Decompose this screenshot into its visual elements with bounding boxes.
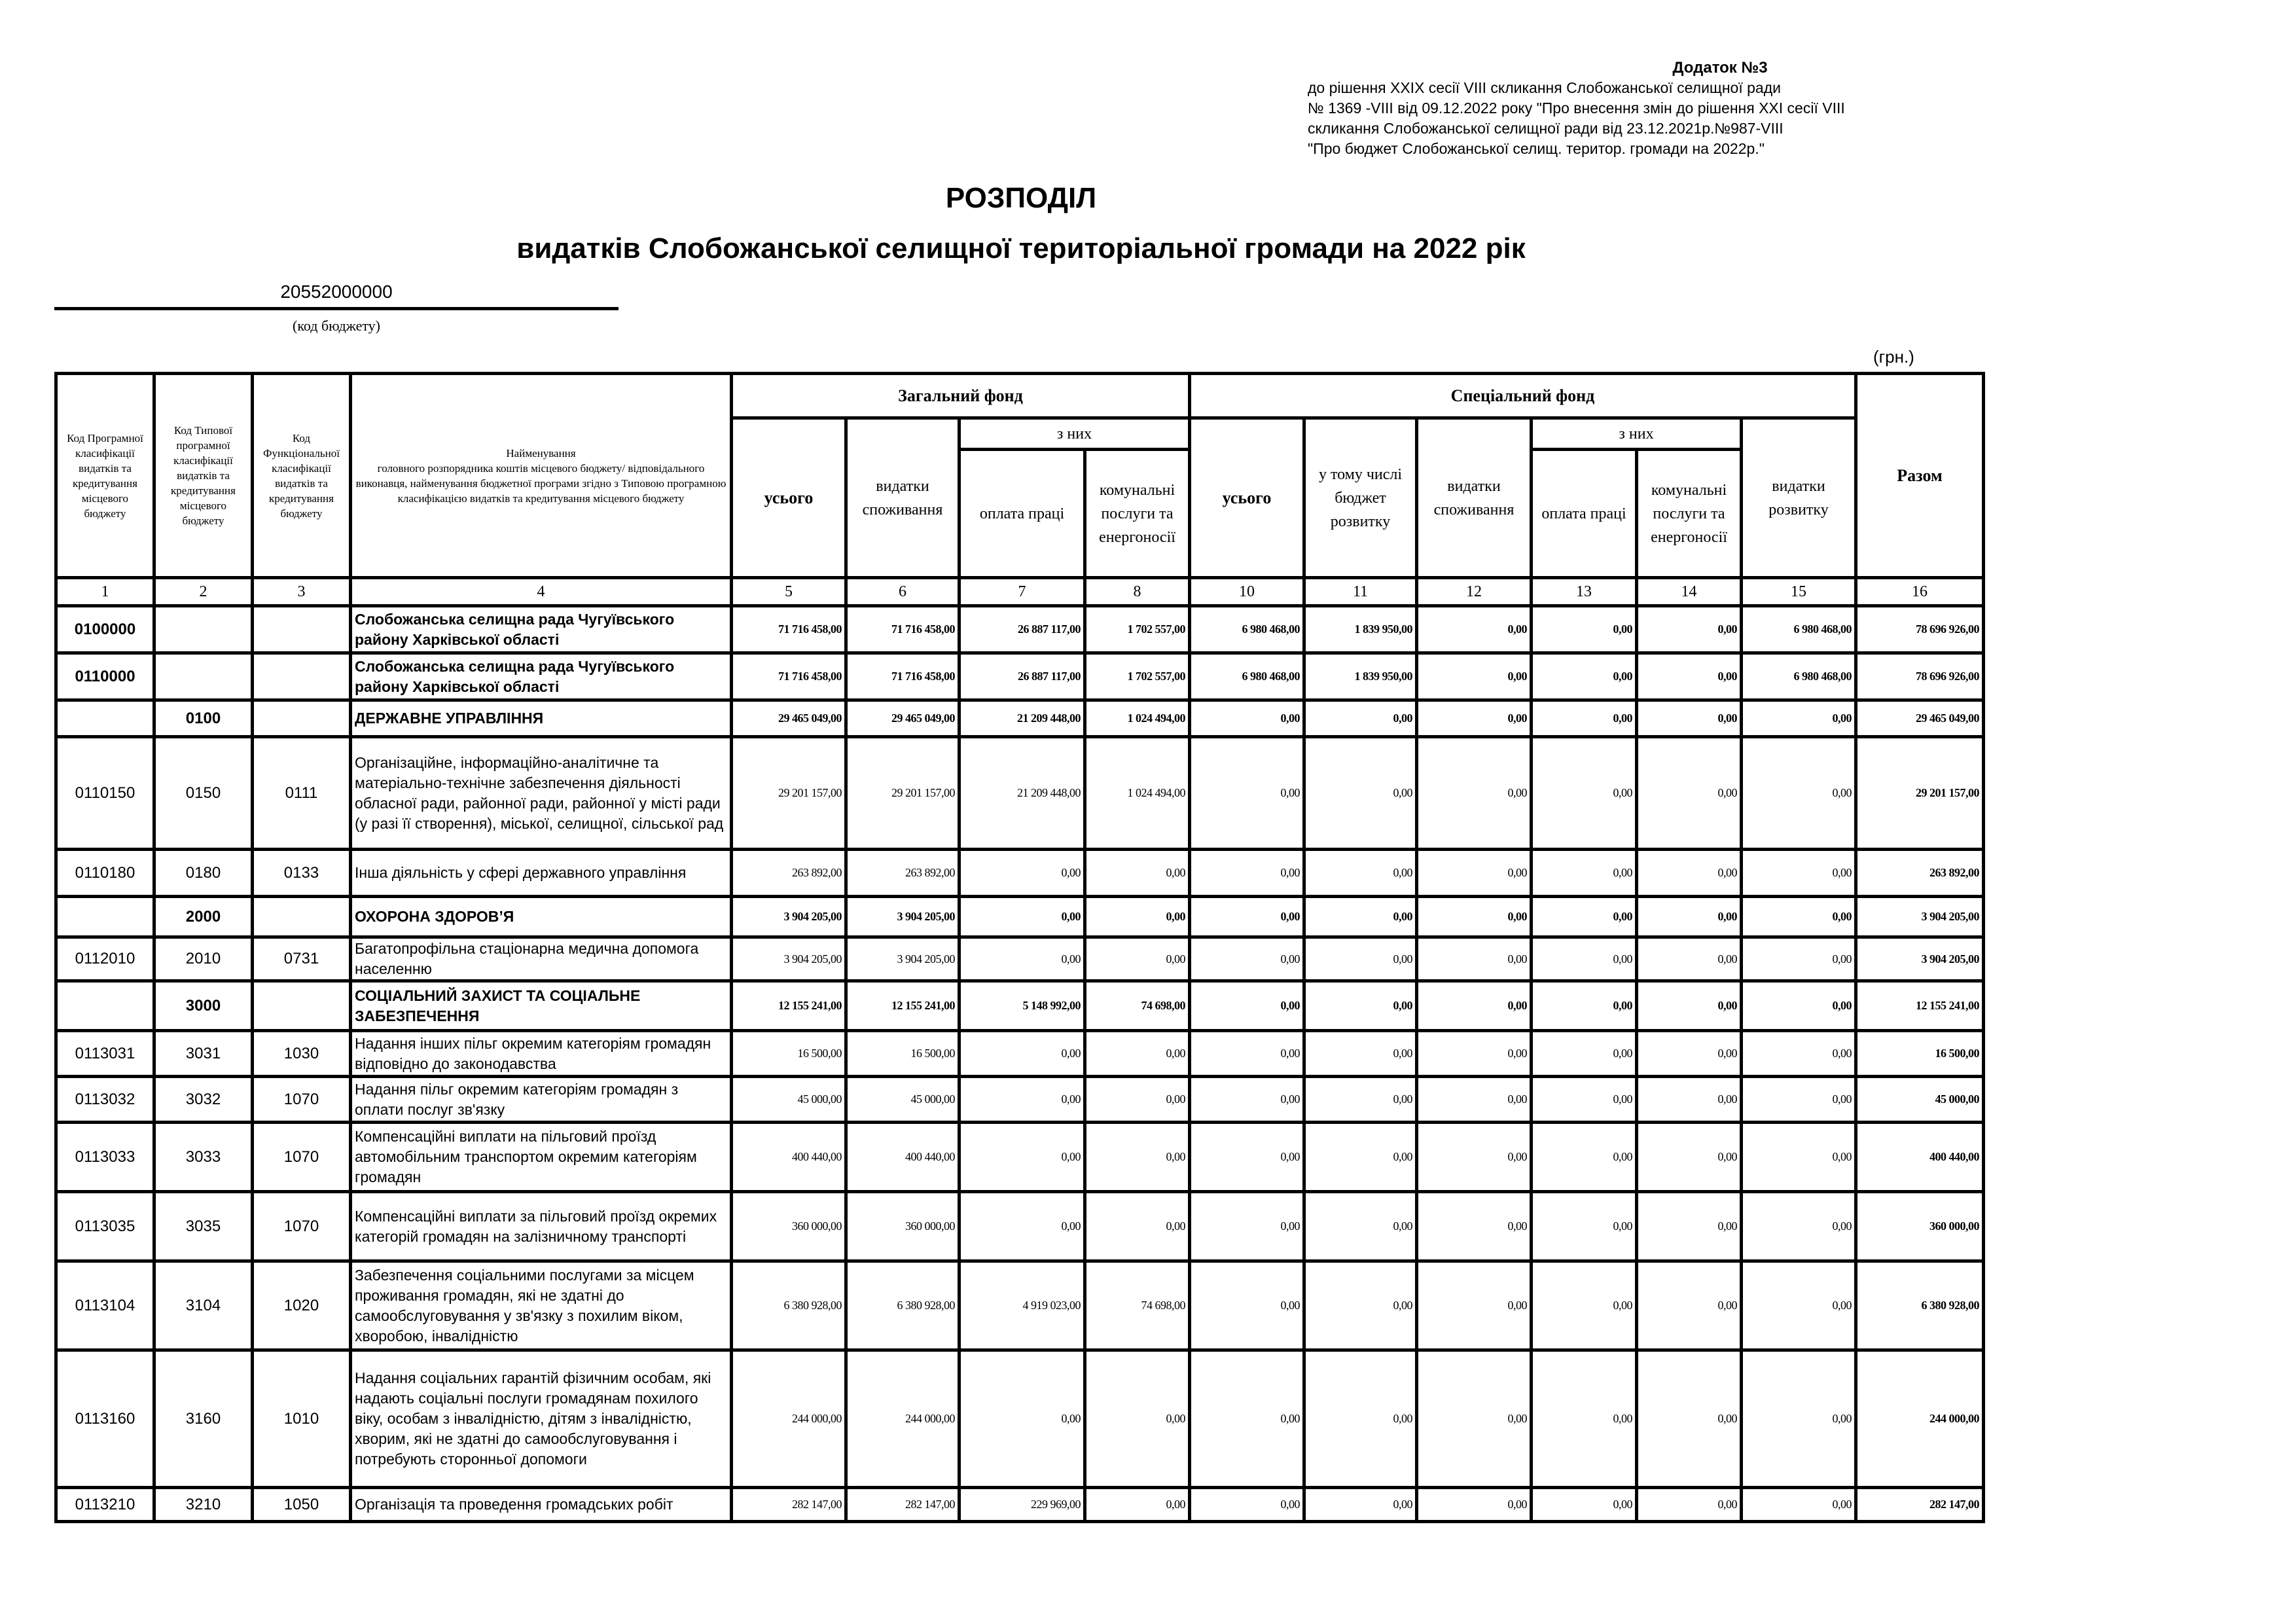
sf-development-cell: 6 980 468,00 [1742, 606, 1856, 653]
gf-salary-cell: 0,00 [960, 897, 1085, 937]
gf-total-cell: 71 716 458,00 [732, 606, 846, 653]
sf-utilities-cell: 0,00 [1637, 737, 1742, 850]
sf-utilities-cell: 0,00 [1637, 1350, 1742, 1488]
typical-program-code-cell: 0150 [154, 737, 253, 850]
typical-program-code-cell: 3210 [154, 1488, 253, 1522]
program-name-cell: Надання соціальних гарантій фізичним особам, які надають соціальні послуги громадянам похилого віку, особам з інвалідністю, дітям з інвалідністю, хворим, які не здатні до самообслуговування і потребують сторонньої допомоги [351, 1350, 732, 1488]
sf-salary-cell: 0,00 [1532, 1031, 1637, 1077]
typical-program-code-cell: 2010 [154, 937, 253, 981]
table-row [56, 1350, 1984, 1488]
budget-code-value: 20552000000 [280, 281, 393, 302]
sf-salary-cell: 0,00 [1532, 1350, 1637, 1488]
sf-salary-cell: 0,00 [1532, 606, 1637, 653]
gf-consumption-cell: 3 904 205,00 [846, 937, 960, 981]
sf-total-cell: 0,00 [1190, 700, 1304, 737]
sf-utilities-cell: 0,00 [1637, 653, 1742, 700]
table-row [56, 1261, 1984, 1350]
sf-consumption-cell: 0,00 [1417, 1350, 1532, 1488]
typical-program-code-cell: 3035 [154, 1192, 253, 1261]
program-code-cell: 0110150 [56, 737, 154, 850]
table-row [56, 981, 1984, 1031]
sf-total-cell: 0,00 [1190, 1350, 1304, 1488]
grand-total-cell: 29 201 157,00 [1856, 737, 1984, 850]
grand-total-cell: 400 440,00 [1856, 1123, 1984, 1192]
sf-consumption-cell: 0,00 [1417, 700, 1532, 737]
gf-utilities-cell: 1 702 557,00 [1085, 606, 1190, 653]
header-name-title: Найменування [506, 446, 576, 460]
typical-program-code-cell: 2000 [154, 897, 253, 937]
column-number: 3 [253, 578, 351, 606]
column-number: 1 [56, 578, 154, 606]
gf-utilities-cell: 0,00 [1085, 1123, 1190, 1192]
sf-salary-cell: 0,00 [1532, 1077, 1637, 1123]
sf-development-cell: 0,00 [1742, 1192, 1856, 1261]
gf-total-cell: 282 147,00 [732, 1488, 846, 1522]
sf-utilities-cell: 0,00 [1637, 937, 1742, 981]
column-numbers-row [56, 578, 1984, 606]
program-code-cell: 0112010 [56, 937, 154, 981]
program-code-cell: 0113210 [56, 1488, 154, 1522]
header-general-fund: Загальний фонд [732, 374, 1190, 418]
sf-utilities-cell: 0,00 [1637, 981, 1742, 1031]
gf-utilities-cell: 74 698,00 [1085, 1261, 1190, 1350]
sf-total-cell: 0,00 [1190, 1488, 1304, 1522]
gf-total-cell: 3 904 205,00 [732, 897, 846, 937]
sf-salary-cell: 0,00 [1532, 1123, 1637, 1192]
gf-consumption-cell: 3 904 205,00 [846, 897, 960, 937]
column-number: 5 [732, 578, 846, 606]
grand-total-cell: 16 500,00 [1856, 1031, 1984, 1077]
gf-consumption-cell: 360 000,00 [846, 1192, 960, 1261]
gf-total-cell: 400 440,00 [732, 1123, 846, 1192]
column-number: 7 [960, 578, 1085, 606]
sf-utilities-cell: 0,00 [1637, 700, 1742, 737]
appendix-line: скликання Слобожанської селищної ради від 23.12.2021р.№987-VIII [1308, 120, 1784, 137]
table-row [56, 1077, 1984, 1123]
sf-utilities-cell: 0,00 [1637, 1123, 1742, 1192]
program-name-cell: Інша діяльність у сфері державного управління [351, 850, 732, 897]
sf-consumption-cell: 0,00 [1417, 606, 1532, 653]
sf-development-cell: 0,00 [1742, 1031, 1856, 1077]
header-special-fund: Спеціальний фонд [1190, 374, 1856, 418]
table-row [56, 850, 1984, 897]
gf-salary-cell: 5 148 992,00 [960, 981, 1085, 1031]
sf-incl-dev-budget-cell: 0,00 [1304, 1488, 1417, 1522]
program-name-cell: ДЕРЖАВНЕ УПРАВЛІННЯ [351, 700, 732, 737]
grand-total-cell: 78 696 926,00 [1856, 606, 1984, 653]
typical-program-code-cell [154, 606, 253, 653]
program-code-cell: 0113033 [56, 1123, 154, 1192]
program-code-cell: 0113031 [56, 1031, 154, 1077]
gf-consumption-cell: 29 201 157,00 [846, 737, 960, 850]
program-name-cell: Слобожанська селищна рада Чугуївського району Харківської області [351, 653, 732, 700]
sf-incl-dev-budget-cell: 1 839 950,00 [1304, 653, 1417, 700]
appendix-line: № 1369 -VIII від 09.12.2022 року "Про внесення змін до рішення XXI сесії VIII [1308, 99, 1845, 117]
header-sf-consumption: видатки споживання [1417, 418, 1532, 578]
sf-incl-dev-budget-cell: 0,00 [1304, 897, 1417, 937]
typical-program-code-cell: 0180 [154, 850, 253, 897]
gf-total-cell: 244 000,00 [732, 1350, 846, 1488]
gf-total-cell: 45 000,00 [732, 1077, 846, 1123]
sf-utilities-cell: 0,00 [1637, 1077, 1742, 1123]
sf-development-cell: 0,00 [1742, 1261, 1856, 1350]
sf-development-cell: 0,00 [1742, 937, 1856, 981]
document-subtitle: видатків Слобожанської селищної територіальної громади на 2022 рік [516, 232, 1526, 264]
table-row [56, 653, 1984, 700]
sf-total-cell: 0,00 [1190, 897, 1304, 937]
gf-consumption-cell: 71 716 458,00 [846, 653, 960, 700]
grand-total-cell: 6 380 928,00 [1856, 1261, 1984, 1350]
grand-total-cell: 78 696 926,00 [1856, 653, 1984, 700]
program-name-cell: Слобожанська селищна рада Чугуївського району Харківської області [351, 606, 732, 653]
budget-code-underline [54, 307, 619, 310]
program-name-cell: Забезпечення соціальними послугами за місцем проживання громадян, які не здатні до самообслуговування у зв'язку з похилим віком, хворобою, інвалідністю [351, 1261, 732, 1350]
table-row [56, 737, 1984, 850]
sf-development-cell: 0,00 [1742, 737, 1856, 850]
functional-code-cell [253, 981, 351, 1031]
grand-total-cell: 263 892,00 [1856, 850, 1984, 897]
header-sf-total: усього [1190, 418, 1304, 578]
column-number: 16 [1856, 578, 1984, 606]
sf-utilities-cell: 0,00 [1637, 897, 1742, 937]
sf-utilities-cell: 0,00 [1637, 1488, 1742, 1522]
sf-salary-cell: 0,00 [1532, 897, 1637, 937]
program-code-cell [56, 700, 154, 737]
column-number: 15 [1742, 578, 1856, 606]
typical-program-code-cell: 3032 [154, 1077, 253, 1123]
program-code-cell: 0113035 [56, 1192, 154, 1261]
functional-code-cell [253, 653, 351, 700]
sf-incl-dev-budget-cell: 0,00 [1304, 1031, 1417, 1077]
functional-code-cell: 0133 [253, 850, 351, 897]
sf-incl-dev-budget-cell: 0,00 [1304, 737, 1417, 850]
gf-total-cell: 6 380 928,00 [732, 1261, 846, 1350]
grand-total-cell: 3 904 205,00 [1856, 937, 1984, 981]
sf-consumption-cell: 0,00 [1417, 981, 1532, 1031]
sf-development-cell: 0,00 [1742, 981, 1856, 1031]
sf-total-cell: 0,00 [1190, 1192, 1304, 1261]
typical-program-code-cell: 3160 [154, 1350, 253, 1488]
header-gf-total: усього [732, 418, 846, 578]
gf-salary-cell: 0,00 [960, 850, 1085, 897]
gf-consumption-cell: 282 147,00 [846, 1488, 960, 1522]
sf-consumption-cell: 0,00 [1417, 1488, 1532, 1522]
sf-consumption-cell: 0,00 [1417, 737, 1532, 850]
sf-total-cell: 0,00 [1190, 850, 1304, 897]
header-sf-salary: оплата праці [1532, 450, 1637, 578]
sf-total-cell: 0,00 [1190, 737, 1304, 850]
table-row [56, 700, 1984, 737]
sf-total-cell: 0,00 [1190, 981, 1304, 1031]
sf-salary-cell: 0,00 [1532, 1261, 1637, 1350]
column-number: 13 [1532, 578, 1637, 606]
sf-consumption-cell: 0,00 [1417, 897, 1532, 937]
gf-total-cell: 263 892,00 [732, 850, 846, 897]
header-program-code: Код Програмної класифікації видатків та кредитування місцевого бюджету [56, 374, 154, 578]
gf-total-cell: 12 155 241,00 [732, 981, 846, 1031]
sf-incl-dev-budget-cell: 0,00 [1304, 1350, 1417, 1488]
table-row [56, 1192, 1984, 1261]
typical-program-code-cell [154, 653, 253, 700]
gf-utilities-cell: 1 024 494,00 [1085, 737, 1190, 850]
appendix-title: Додаток №3 [1672, 59, 1768, 77]
sf-incl-dev-budget-cell: 0,00 [1304, 1077, 1417, 1123]
gf-consumption-cell: 6 380 928,00 [846, 1261, 960, 1350]
gf-utilities-cell: 1 702 557,00 [1085, 653, 1190, 700]
gf-consumption-cell: 400 440,00 [846, 1123, 960, 1192]
grand-total-cell: 12 155 241,00 [1856, 981, 1984, 1031]
sf-consumption-cell: 0,00 [1417, 1123, 1532, 1192]
typical-program-code-cell: 3000 [154, 981, 253, 1031]
program-name-cell: СОЦІАЛЬНИЙ ЗАХИСТ ТА СОЦІАЛЬНЕ ЗАБЕЗПЕЧЕННЯ [351, 981, 732, 1031]
sf-consumption-cell: 0,00 [1417, 850, 1532, 897]
gf-total-cell: 29 465 049,00 [732, 700, 846, 737]
gf-salary-cell: 26 887 117,00 [960, 606, 1085, 653]
header-sf-development: видатки розвитку [1742, 418, 1856, 578]
gf-salary-cell: 0,00 [960, 1192, 1085, 1261]
sf-development-cell: 0,00 [1742, 700, 1856, 737]
column-number: 12 [1417, 578, 1532, 606]
column-number: 14 [1637, 578, 1742, 606]
table-row [56, 897, 1984, 937]
gf-total-cell: 16 500,00 [732, 1031, 846, 1077]
gf-total-cell: 29 201 157,00 [732, 737, 846, 850]
program-name-cell: Компенсаційні виплати на пільговий проїзд автомобільним транспортом окремим категоріям громадян [351, 1123, 732, 1192]
program-code-cell [56, 981, 154, 1031]
gf-consumption-cell: 45 000,00 [846, 1077, 960, 1123]
program-name-cell: ОХОРОНА ЗДОРОВ’Я [351, 897, 732, 937]
gf-consumption-cell: 244 000,00 [846, 1350, 960, 1488]
sf-incl-dev-budget-cell: 0,00 [1304, 1261, 1417, 1350]
sf-utilities-cell: 0,00 [1637, 1192, 1742, 1261]
column-number: 4 [351, 578, 732, 606]
appendix-note [1308, 58, 2001, 159]
sf-consumption-cell: 0,00 [1417, 1031, 1532, 1077]
sf-total-cell: 0,00 [1190, 937, 1304, 981]
program-code-cell [56, 897, 154, 937]
sf-utilities-cell: 0,00 [1637, 1031, 1742, 1077]
header-sf-utilities: комунальні послуги та енергоносії [1637, 450, 1742, 578]
sf-incl-dev-budget-cell: 0,00 [1304, 1123, 1417, 1192]
gf-salary-cell: 0,00 [960, 1123, 1085, 1192]
gf-salary-cell: 0,00 [960, 1350, 1085, 1488]
functional-code-cell: 1070 [253, 1192, 351, 1261]
gf-utilities-cell: 0,00 [1085, 1031, 1190, 1077]
sf-development-cell: 0,00 [1742, 1488, 1856, 1522]
sf-utilities-cell: 0,00 [1637, 850, 1742, 897]
appendix-line: до рішення XXIX сесії VIII скликання Слобожанської селищної ради [1308, 79, 1781, 96]
sf-total-cell: 0,00 [1190, 1031, 1304, 1077]
sf-salary-cell: 0,00 [1532, 937, 1637, 981]
gf-utilities-cell: 74 698,00 [1085, 981, 1190, 1031]
sf-salary-cell: 0,00 [1532, 700, 1637, 737]
header-gf-utilities: комунальні послуги та енергоносії [1085, 450, 1190, 578]
gf-total-cell: 3 904 205,00 [732, 937, 846, 981]
functional-code-cell: 1030 [253, 1031, 351, 1077]
header-name-description: головного розпорядника коштів місцевого бюджету/ відповідального виконавця, найменування бюджетної програми згідно з Типовою програмною класифікацією видатків та кредитування місцевого бюджету [355, 461, 726, 505]
gf-utilities-cell: 0,00 [1085, 1077, 1190, 1123]
sf-development-cell: 0,00 [1742, 1123, 1856, 1192]
sf-total-cell: 6 980 468,00 [1190, 606, 1304, 653]
grand-total-cell: 282 147,00 [1856, 1488, 1984, 1522]
column-number: 10 [1190, 578, 1304, 606]
gf-salary-cell: 0,00 [960, 1031, 1085, 1077]
document-title: РОЗПОДІЛ [945, 182, 1097, 214]
sf-utilities-cell: 0,00 [1637, 606, 1742, 653]
gf-utilities-cell: 0,00 [1085, 1488, 1190, 1522]
sf-incl-dev-budget-cell: 0,00 [1304, 850, 1417, 897]
sf-salary-cell: 0,00 [1532, 850, 1637, 897]
gf-salary-cell: 0,00 [960, 937, 1085, 981]
functional-code-cell: 1070 [253, 1123, 351, 1192]
gf-salary-cell: 229 969,00 [960, 1488, 1085, 1522]
program-name-cell: Компенсаційні виплати за пільговий проїзд окремих категорій громадян на залізничному транспорті [351, 1192, 732, 1261]
table-row [56, 1123, 1984, 1192]
program-code-cell: 0110180 [56, 850, 154, 897]
program-name-cell: Організаційне, інформаційно-аналітичне та матеріально-технічне забезпечення діяльності обласної ради, районної ради, районної у місті ради (у разі її створення), міської, селищної, сільської рад [351, 737, 732, 850]
program-code-cell: 0113032 [56, 1077, 154, 1123]
gf-utilities-cell: 0,00 [1085, 1192, 1190, 1261]
column-number: 6 [846, 578, 960, 606]
sf-development-cell: 0,00 [1742, 1077, 1856, 1123]
header-functional-code: Код Функціональної класифікації видатків та кредитування бюджету [253, 374, 351, 578]
header-name [351, 374, 732, 578]
table-row [56, 937, 1984, 981]
typical-program-code-cell: 3104 [154, 1261, 253, 1350]
functional-code-cell: 1070 [253, 1077, 351, 1123]
sf-total-cell: 6 980 468,00 [1190, 653, 1304, 700]
sf-consumption-cell: 0,00 [1417, 937, 1532, 981]
program-code-cell: 0113160 [56, 1350, 154, 1488]
grand-total-cell: 3 904 205,00 [1856, 897, 1984, 937]
gf-utilities-cell: 0,00 [1085, 897, 1190, 937]
sf-utilities-cell: 0,00 [1637, 1261, 1742, 1350]
sf-salary-cell: 0,00 [1532, 653, 1637, 700]
column-number: 11 [1304, 578, 1417, 606]
program-code-cell: 0113104 [56, 1261, 154, 1350]
sf-salary-cell: 0,00 [1532, 1192, 1637, 1261]
sf-incl-dev-budget-cell: 0,00 [1304, 700, 1417, 737]
gf-total-cell: 360 000,00 [732, 1192, 846, 1261]
grand-total-cell: 244 000,00 [1856, 1350, 1984, 1488]
gf-salary-cell: 4 919 023,00 [960, 1261, 1085, 1350]
sf-incl-dev-budget-cell: 0,00 [1304, 981, 1417, 1031]
gf-utilities-cell: 0,00 [1085, 937, 1190, 981]
program-code-cell: 0100000 [56, 606, 154, 653]
gf-utilities-cell: 1 024 494,00 [1085, 700, 1190, 737]
sf-incl-dev-budget-cell: 1 839 950,00 [1304, 606, 1417, 653]
functional-code-cell: 1010 [253, 1350, 351, 1488]
expenditure-table [54, 372, 1985, 1523]
currency-unit: (грн.) [1873, 347, 1914, 367]
header-sf-of-which: з них [1532, 418, 1742, 450]
functional-code-cell: 1050 [253, 1488, 351, 1522]
gf-total-cell: 71 716 458,00 [732, 653, 846, 700]
header-gf-consumption: видатки споживання [846, 418, 960, 578]
sf-consumption-cell: 0,00 [1417, 653, 1532, 700]
sf-total-cell: 0,00 [1190, 1261, 1304, 1350]
functional-code-cell: 0111 [253, 737, 351, 850]
sf-development-cell: 0,00 [1742, 850, 1856, 897]
table-row [56, 606, 1984, 653]
program-code-cell: 0110000 [56, 653, 154, 700]
gf-consumption-cell: 29 465 049,00 [846, 700, 960, 737]
gf-consumption-cell: 12 155 241,00 [846, 981, 960, 1031]
gf-consumption-cell: 71 716 458,00 [846, 606, 960, 653]
sf-incl-dev-budget-cell: 0,00 [1304, 1192, 1417, 1261]
sf-total-cell: 0,00 [1190, 1123, 1304, 1192]
typical-program-code-cell: 3031 [154, 1031, 253, 1077]
gf-salary-cell: 26 887 117,00 [960, 653, 1085, 700]
gf-salary-cell: 0,00 [960, 1077, 1085, 1123]
header-gf-of-which: з них [960, 418, 1190, 450]
budget-code-label: (код бюджету) [293, 317, 380, 334]
program-name-cell: Організація та проведення громадських робіт [351, 1488, 732, 1522]
sf-salary-cell: 0,00 [1532, 737, 1637, 850]
column-number: 8 [1085, 578, 1190, 606]
functional-code-cell [253, 700, 351, 737]
program-name-cell: Надання інших пільг окремим категоріям громадян відповідно до законодавства [351, 1031, 732, 1077]
sf-salary-cell: 0,00 [1532, 1488, 1637, 1522]
sf-consumption-cell: 0,00 [1417, 1261, 1532, 1350]
typical-program-code-cell: 0100 [154, 700, 253, 737]
gf-utilities-cell: 0,00 [1085, 1350, 1190, 1488]
sf-incl-dev-budget-cell: 0,00 [1304, 937, 1417, 981]
sf-development-cell: 6 980 468,00 [1742, 653, 1856, 700]
sf-consumption-cell: 0,00 [1417, 1192, 1532, 1261]
column-number: 2 [154, 578, 253, 606]
grand-total-cell: 360 000,00 [1856, 1192, 1984, 1261]
sf-consumption-cell: 0,00 [1417, 1077, 1532, 1123]
grand-total-cell: 29 465 049,00 [1856, 700, 1984, 737]
sf-development-cell: 0,00 [1742, 1350, 1856, 1488]
sf-total-cell: 0,00 [1190, 1077, 1304, 1123]
program-name-cell: Надання пільг окремим категоріям громадян з оплати послуг зв'язку [351, 1077, 732, 1123]
table-row [56, 1031, 1984, 1077]
appendix-line: "Про бюджет Слобожанської селищ. територ. громади на 2022р." [1308, 140, 1765, 157]
gf-utilities-cell: 0,00 [1085, 850, 1190, 897]
header-sf-incl-dev-budget: у тому числі бюджет розвитку [1304, 418, 1417, 578]
typical-program-code-cell: 3033 [154, 1123, 253, 1192]
sf-development-cell: 0,00 [1742, 897, 1856, 937]
sf-salary-cell: 0,00 [1532, 981, 1637, 1031]
gf-consumption-cell: 263 892,00 [846, 850, 960, 897]
gf-consumption-cell: 16 500,00 [846, 1031, 960, 1077]
gf-salary-cell: 21 209 448,00 [960, 737, 1085, 850]
functional-code-cell: 1020 [253, 1261, 351, 1350]
functional-code-cell [253, 897, 351, 937]
grand-total-cell: 45 000,00 [1856, 1077, 1984, 1123]
header-gf-salary: оплата праці [960, 450, 1085, 578]
functional-code-cell: 0731 [253, 937, 351, 981]
table-row [56, 1488, 1984, 1522]
program-name-cell: Багатопрофільна стаціонарна медична допомога населенню [351, 937, 732, 981]
gf-salary-cell: 21 209 448,00 [960, 700, 1085, 737]
header-total: Разом [1856, 374, 1984, 578]
header-typical-program-code: Код Типової програмної класифікації видатків та кредитування місцевого бюджету [154, 374, 253, 578]
functional-code-cell [253, 606, 351, 653]
